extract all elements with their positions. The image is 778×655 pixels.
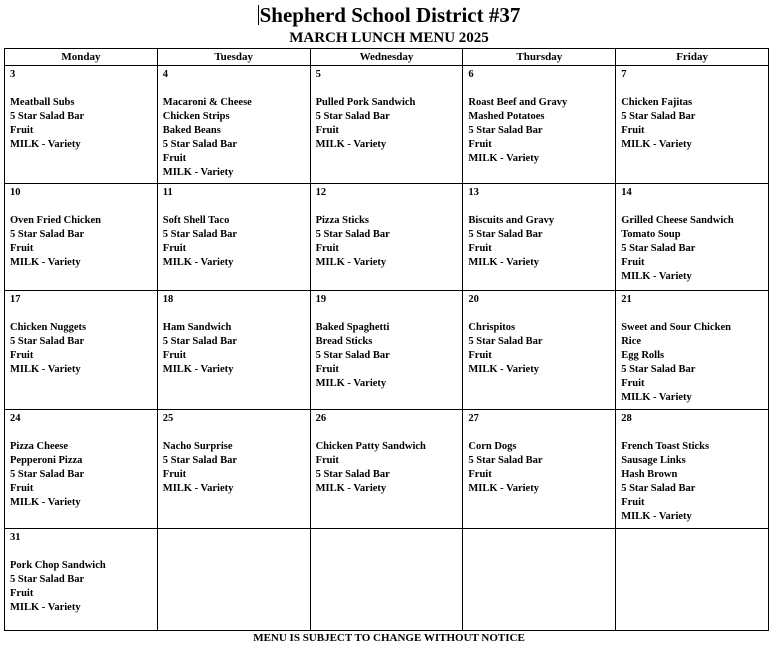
day-number: 3 xyxy=(10,69,16,80)
day-cell xyxy=(157,410,310,529)
menu-item: Fruit xyxy=(468,350,492,361)
menu-item: MILK - Variety xyxy=(315,378,387,389)
menu-item: MILK - Variety xyxy=(10,364,81,375)
menu-item: Roast Beef and Gravy xyxy=(468,97,568,108)
week-row xyxy=(5,184,769,291)
menu-item: Oven Fried Chicken xyxy=(10,215,101,226)
menu-item: Fruit xyxy=(162,469,187,480)
menu-item: Fruit xyxy=(10,483,34,494)
week-row xyxy=(5,529,769,631)
menu-item: Pizza Sticks xyxy=(315,215,369,226)
menu-item: Fruit xyxy=(621,497,645,508)
menu-item: Fruit xyxy=(315,125,339,136)
day-number: 6 xyxy=(468,69,474,80)
menu-item: 5 Star Salad Bar xyxy=(162,336,237,347)
menu-item: MILK - Variety xyxy=(10,139,81,150)
menu-item: MILK - Variety xyxy=(468,364,539,375)
menu-item: MILK - Variety xyxy=(621,139,692,150)
day-cell xyxy=(616,184,769,291)
day-number: 17 xyxy=(10,294,21,305)
menu-item: Fruit xyxy=(315,455,339,466)
page-title xyxy=(0,2,778,28)
day-cell xyxy=(5,184,158,291)
weekday-header-row xyxy=(5,49,769,66)
menu-item: MILK - Variety xyxy=(10,602,81,613)
day-cell xyxy=(5,410,158,529)
day-number: 18 xyxy=(162,294,174,305)
menu-item: Fruit xyxy=(621,125,645,136)
menu-item: Rice xyxy=(621,336,642,347)
menu-item: Pepperoni Pizza xyxy=(10,455,83,466)
menu-item: 5 Star Salad Bar xyxy=(10,336,85,347)
menu-item: Sausage Links xyxy=(621,455,686,466)
menu-item: Fruit xyxy=(10,243,34,254)
menu-item: Corn Dogs xyxy=(468,441,517,452)
menu-item: Ham Sandwich xyxy=(162,322,232,333)
menu-subtitle: MARCH LUNCH MENU 2025 xyxy=(289,30,489,46)
menu-item: MILK - Variety xyxy=(468,153,539,164)
day-cell xyxy=(5,529,158,631)
menu-item: MILK - Variety xyxy=(621,392,692,403)
day-cell xyxy=(463,184,616,291)
day-cell xyxy=(310,410,463,529)
menu-item: 5 Star Salad Bar xyxy=(10,574,85,585)
menu-item: MILK - Variety xyxy=(621,511,692,522)
day-cell xyxy=(5,291,158,410)
menu-item: 5 Star Salad Bar xyxy=(10,229,85,240)
menu-item: MILK - Variety xyxy=(315,257,387,268)
menu-item: French Toast Sticks xyxy=(621,441,710,452)
menu-item: 5 Star Salad Bar xyxy=(621,364,696,375)
day-cell xyxy=(157,184,310,291)
day-cell xyxy=(310,184,463,291)
day-cell xyxy=(463,291,616,410)
menu-item: 5 Star Salad Bar xyxy=(315,469,390,480)
day-cell xyxy=(157,66,310,184)
menu-item: MILK - Variety xyxy=(468,257,539,268)
menu-item: Hash Brown xyxy=(621,469,678,480)
weekday-header: Tuesday xyxy=(157,49,310,66)
menu-item: Fruit xyxy=(10,125,34,136)
menu-item: Egg Rolls xyxy=(621,350,665,361)
menu-item: Pizza Cheese xyxy=(10,441,69,452)
menu-item: Fruit xyxy=(10,350,34,361)
day-cell xyxy=(310,66,463,184)
menu-item: 5 Star Salad Bar xyxy=(162,139,237,150)
menu-item: Fruit xyxy=(10,588,34,599)
empty-day-cell xyxy=(310,529,463,631)
menu-item: Baked Spaghetti xyxy=(315,322,390,333)
menu-item: MILK - Variety xyxy=(315,139,387,150)
menu-item: MILK - Variety xyxy=(162,257,234,268)
menu-item: 5 Star Salad Bar xyxy=(468,455,543,466)
menu-item: MILK - Variety xyxy=(10,497,81,508)
day-number: 25 xyxy=(162,413,174,424)
menu-item: Tomato Soup xyxy=(621,229,681,240)
menu-item: Grilled Cheese Sandwich xyxy=(621,215,734,226)
menu-item: MILK - Variety xyxy=(162,364,234,375)
lunch-menu-calendar xyxy=(4,48,769,631)
day-number: 24 xyxy=(10,413,21,424)
day-cell xyxy=(5,66,158,184)
empty-day-cell xyxy=(616,529,769,631)
weekday-header: Wednesday xyxy=(310,49,463,66)
day-number: 11 xyxy=(162,187,173,198)
menu-item: Fruit xyxy=(315,364,339,375)
day-cell xyxy=(616,291,769,410)
menu-item: Mashed Potatoes xyxy=(468,111,545,122)
day-number: 5 xyxy=(315,69,321,80)
menu-item: 5 Star Salad Bar xyxy=(315,229,390,240)
menu-item: 5 Star Salad Bar xyxy=(468,336,543,347)
menu-item: MILK - Variety xyxy=(162,167,234,178)
menu-item: 5 Star Salad Bar xyxy=(10,111,85,122)
day-number: 14 xyxy=(621,187,632,198)
menu-item: Chicken Patty Sandwich xyxy=(315,441,426,452)
week-row xyxy=(5,291,769,410)
menu-item: 5 Star Salad Bar xyxy=(10,469,85,480)
day-number: 13 xyxy=(468,187,479,198)
menu-item: Fruit xyxy=(468,469,492,480)
menu-item: MILK - Variety xyxy=(315,483,387,494)
day-number: 28 xyxy=(621,413,632,424)
menu-item: 5 Star Salad Bar xyxy=(315,111,390,122)
page-title-text: Shepherd School District #37 xyxy=(259,3,521,27)
menu-item: Pulled Pork Sandwich xyxy=(315,97,416,108)
menu-item: 5 Star Salad Bar xyxy=(162,455,237,466)
day-number: 12 xyxy=(315,187,327,198)
week-row xyxy=(5,66,769,184)
menu-item: Chicken Nuggets xyxy=(10,322,87,333)
menu-item: Fruit xyxy=(621,257,645,268)
menu-item: Baked Beans xyxy=(162,125,221,136)
day-cell xyxy=(310,291,463,410)
menu-item: MILK - Variety xyxy=(10,257,81,268)
day-number: 20 xyxy=(468,294,479,305)
menu-item: 5 Star Salad Bar xyxy=(621,243,696,254)
day-cell xyxy=(463,410,616,529)
menu-item: Fruit xyxy=(621,378,645,389)
menu-item: 5 Star Salad Bar xyxy=(621,483,696,494)
menu-item: Nacho Surprise xyxy=(162,441,233,452)
menu-item: Chicken Strips xyxy=(162,111,230,122)
empty-day-cell xyxy=(463,529,616,631)
calendar-body xyxy=(5,66,769,631)
menu-item: Fruit xyxy=(468,243,492,254)
menu-item: 5 Star Salad Bar xyxy=(621,111,696,122)
menu-item: Chrispitos xyxy=(468,322,516,333)
day-number: 19 xyxy=(315,294,327,305)
menu-item: 5 Star Salad Bar xyxy=(315,350,390,361)
day-number: 26 xyxy=(315,413,327,424)
menu-item: Fruit xyxy=(468,139,492,150)
menu-item: 5 Star Salad Bar xyxy=(468,229,543,240)
change-notice: MENU IS SUBJECT TO CHANGE WITHOUT NOTICE xyxy=(253,632,525,644)
day-cell xyxy=(463,66,616,184)
menu-item: Macaroni & Cheese xyxy=(162,97,252,108)
week-row xyxy=(5,410,769,529)
menu-item: MILK - Variety xyxy=(162,483,234,494)
menu-item: Fruit xyxy=(162,243,187,254)
day-cell xyxy=(616,410,769,529)
day-cell xyxy=(616,66,769,184)
menu-item: 5 Star Salad Bar xyxy=(162,229,237,240)
menu-item: Meatball Subs xyxy=(10,97,75,108)
day-number: 31 xyxy=(10,532,21,543)
menu-item: MILK - Variety xyxy=(621,271,692,282)
menu-item: Biscuits and Gravy xyxy=(468,215,555,226)
menu-item: Bread Sticks xyxy=(315,336,373,347)
text-cursor xyxy=(258,5,259,25)
menu-item: Fruit xyxy=(315,243,339,254)
menu-item: MILK - Variety xyxy=(468,483,539,494)
day-cell xyxy=(157,291,310,410)
menu-item: Sweet and Sour Chicken xyxy=(621,322,731,333)
empty-day-cell xyxy=(157,529,310,631)
day-number: 7 xyxy=(621,69,627,80)
menu-item: 5 Star Salad Bar xyxy=(468,125,543,136)
menu-item: Pork Chop Sandwich xyxy=(10,560,106,571)
menu-item: Fruit xyxy=(162,153,187,164)
menu-item: Chicken Fajitas xyxy=(621,97,693,108)
menu-item: Fruit xyxy=(162,350,187,361)
menu-item: Soft Shell Taco xyxy=(162,215,230,226)
weekday-header: Friday xyxy=(616,49,769,66)
weekday-header: Monday xyxy=(5,49,158,66)
day-number: 4 xyxy=(162,69,169,80)
day-number: 10 xyxy=(10,187,21,198)
day-number: 21 xyxy=(621,294,632,305)
day-number: 27 xyxy=(468,413,479,424)
weekday-header: Thursday xyxy=(463,49,616,66)
